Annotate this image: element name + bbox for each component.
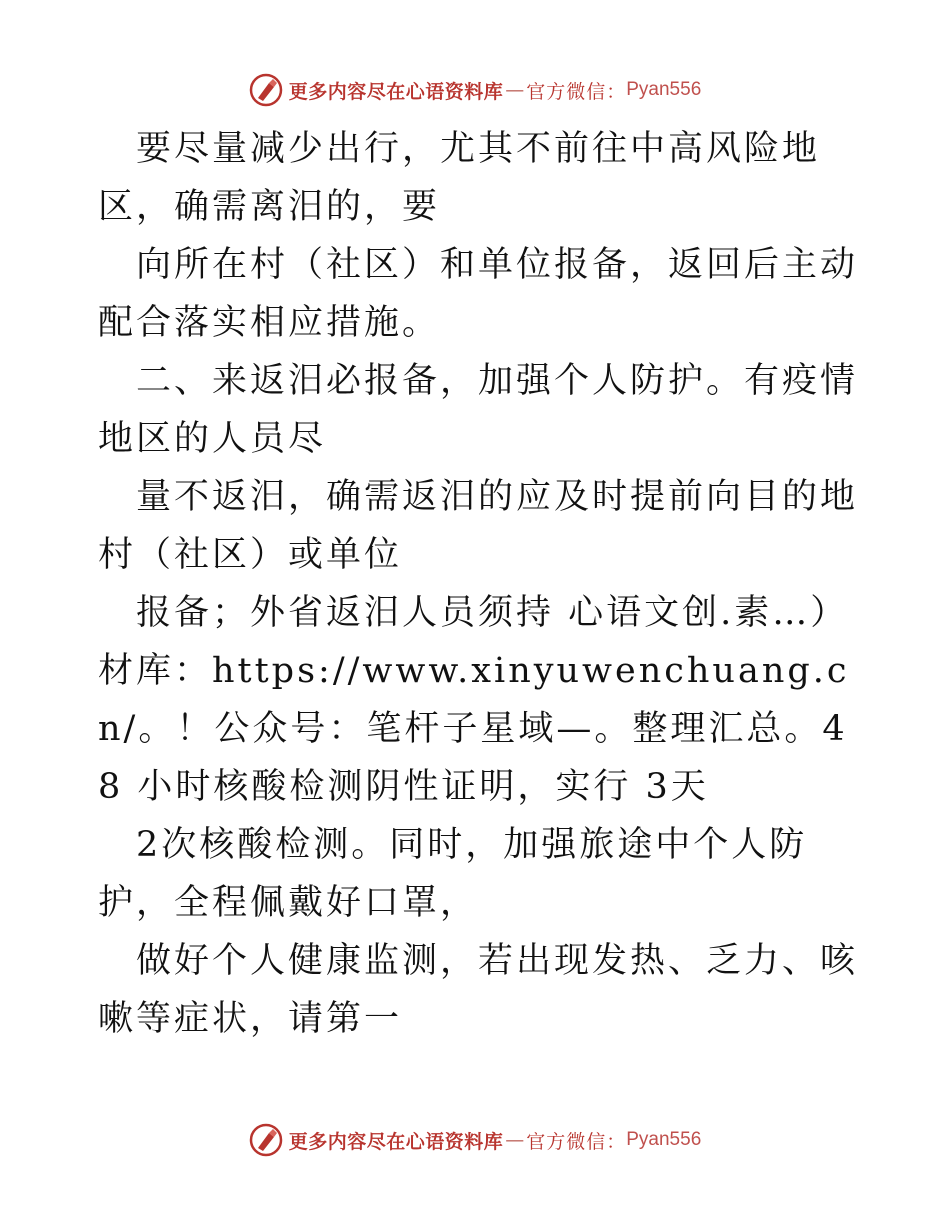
header-brand: 更多内容尽在心语资料库 [288,80,504,103]
header-label: 官方微信： [526,80,627,103]
footer-wechat-id: Pyan556 [626,1129,702,1150]
paragraph-1: 要尽量减少出行，尤其不前往中高风险地区，确需离汨的，要 [98,129,821,227]
header-wechat-id: Pyan556 [626,79,702,100]
pen-logo-icon [249,1123,283,1157]
header-dash: — [505,79,525,101]
paragraph-4: 量不返汨，确需返汨的应及时提前向目的地村（社区）或单位 [98,477,859,575]
pen-logo-icon [249,73,283,107]
footer-label: 官方微信： [526,1130,627,1153]
paragraph-3: 二、来返汨必报备，加强个人防护。有疫情地区的人员尽 [98,361,859,459]
paragraph-5: 报备；外省返汨人员须持 心语文创.素…）材库：https://www.xinyuwenchuang.cn/。！公众号：笔杆子星域—。整理汇总。48 小时核酸检测阴性证明，实行 3天 [98,593,850,807]
footer-dash: — [505,1129,525,1151]
paragraph-6: 2次核酸检测。同时，加强旅途中个人防护，全程佩戴好口罩， [98,825,808,923]
paragraph-2: 向所在村（社区）和单位报备，返回后主动配合落实相应措施。 [98,245,859,343]
footer-banner [0,1120,950,1160]
header-banner [0,70,950,110]
document-body [98,120,858,1048]
footer-brand: 更多内容尽在心语资料库 [288,1130,504,1153]
paragraph-7: 做好个人健康监测，若出现发热、乏力、咳嗽等症状，请第一 [98,941,859,1039]
